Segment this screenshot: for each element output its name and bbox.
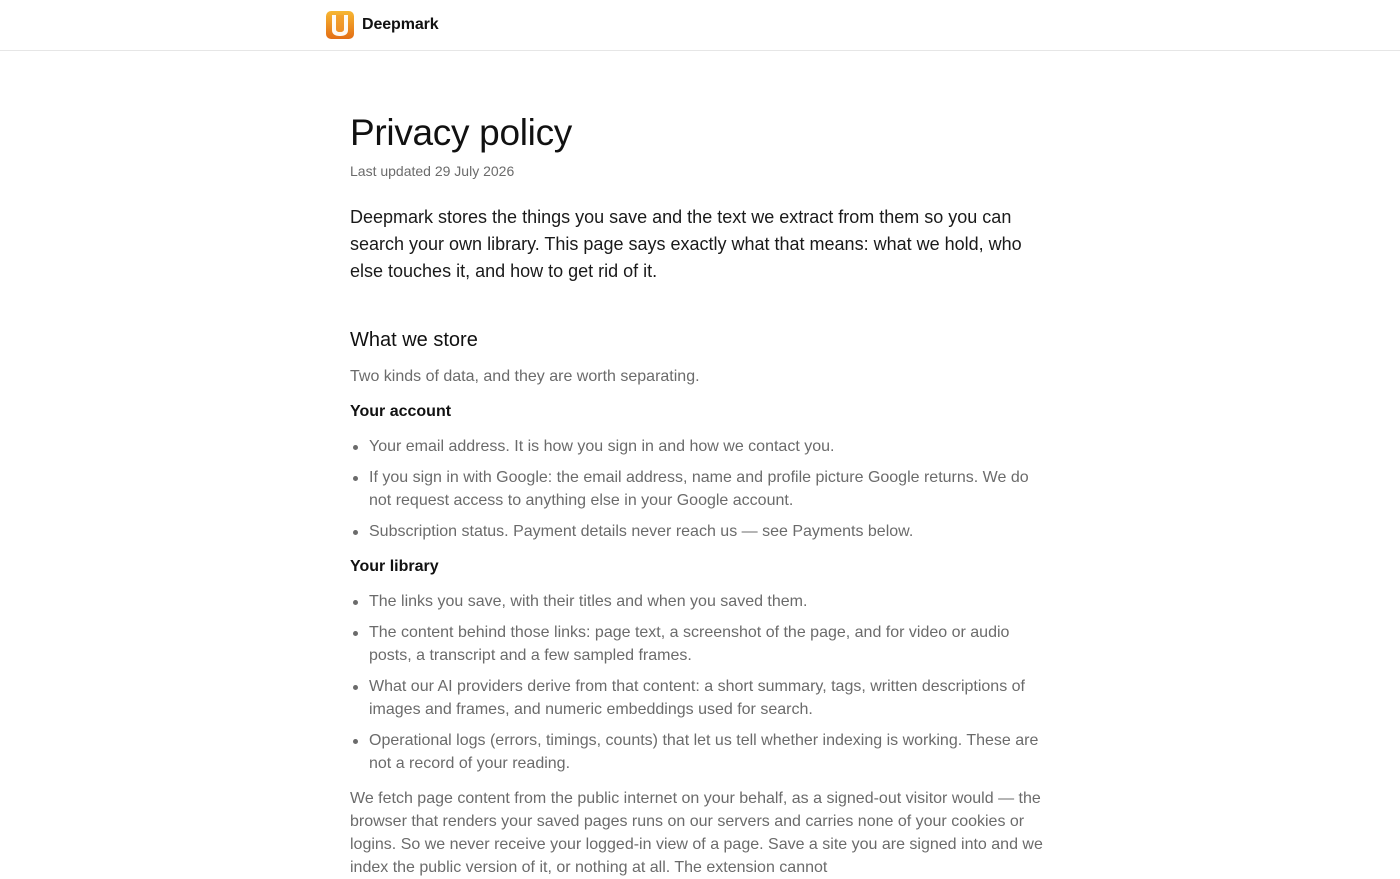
brand-name: Deepmark (362, 16, 439, 33)
list-item: What our AI providers derive from that content: a short summary, tags, written descriptions of images and frames, and numeric embeddings used for search. (350, 675, 1050, 721)
top-bar (0, 0, 1400, 51)
list-item: Subscription status. Payment details never reach us — see Payments below. (350, 520, 1050, 543)
account-list (350, 435, 1050, 543)
library-list (350, 590, 1050, 775)
list-item: Operational logs (errors, timings, counts) that let us tell whether indexing is working. These are not a record of your reading. (350, 729, 1050, 775)
section-intro: Two kinds of data, and they are worth separating. (350, 368, 700, 385)
deepmark-logo-icon (326, 11, 354, 39)
intro-paragraph: Deepmark stores the things you save and the text we extract from them so you can search your own library. This page says exactly what that means: what we hold, who else touches it, and how to get rid of it. (350, 207, 1022, 281)
policy-content (350, 110, 1050, 879)
fetch-paragraph: We fetch page content from the public internet on your behalf, as a signed-out visitor would — the browser that renders your saved pages runs on our servers and carries none of your cookies or logins. So we never receive your logged-in view of a page. Save a site you are signed into and we index the public version of it, or nothing at all. The extension cannot (350, 790, 1043, 876)
list-item: The links you save, with their titles and when you saved them. (350, 590, 1050, 613)
list-item: Your email address. It is how you sign in and how we contact you. (350, 435, 1050, 458)
subheading-your-library: Your library (350, 558, 439, 575)
list-item: If you sign in with Google: the email address, name and profile picture Google returns. We do not request access to anything else in your Google account. (350, 466, 1050, 512)
subheading-your-account: Your account (350, 403, 452, 420)
last-updated: Last updated 29 July 2026 (350, 163, 515, 179)
brand-link[interactable] (326, 11, 439, 39)
page-title: Privacy policy (350, 112, 572, 153)
section-heading-what-we-store: What we store (350, 329, 478, 351)
list-item: The content behind those links: page text, a screenshot of the page, and for video or audio posts, a transcript and a few sampled frames. (350, 621, 1050, 667)
